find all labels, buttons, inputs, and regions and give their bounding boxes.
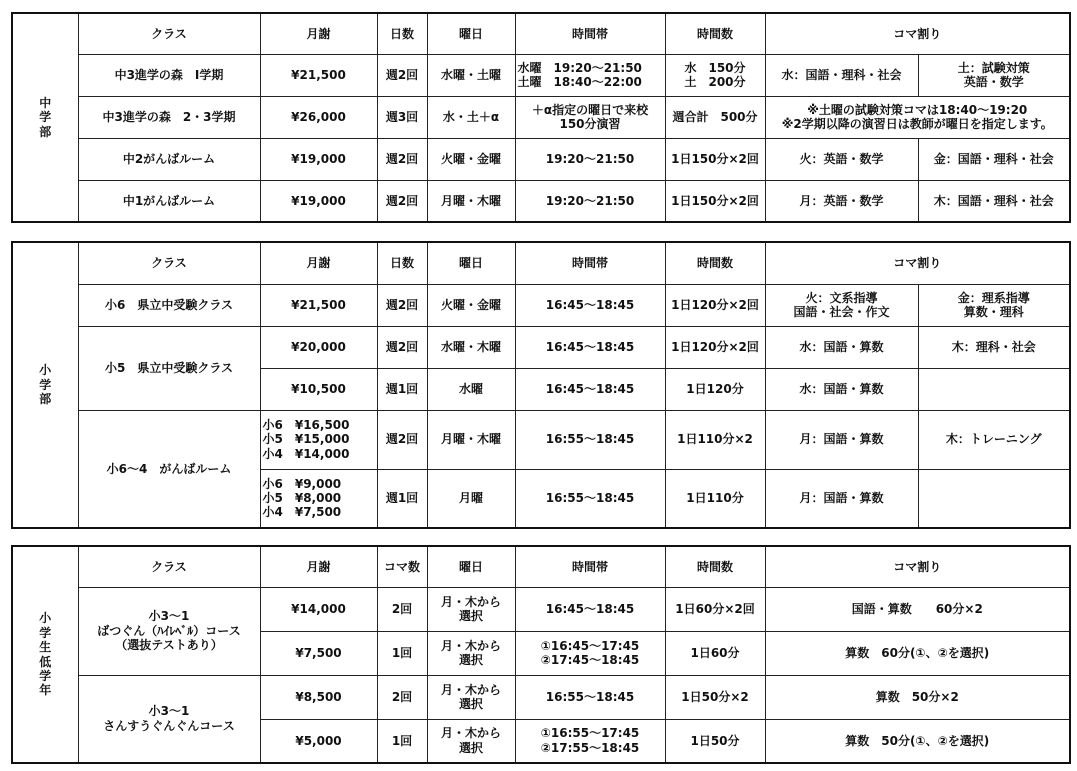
koma-split-b: [918, 368, 1070, 410]
class-name: 小6～4 がんばルーム: [78, 410, 260, 528]
header-koma-split: コマ割り: [765, 242, 1070, 284]
hours: 1日150分×2回: [665, 180, 765, 222]
time-slot: 16:45～18:45: [515, 587, 665, 631]
days-per-week: 週2回: [377, 284, 427, 326]
koma-split: 算数 50分×2: [765, 675, 1070, 719]
monthly-fee: ¥21,500: [260, 54, 377, 96]
days-per-week: 週1回: [377, 368, 427, 410]
monthly-fee: ¥7,500: [260, 631, 377, 675]
hours: 1日120分×2回: [665, 326, 765, 368]
hours: 1日110分: [665, 469, 765, 528]
schedule-note: ※土曜の試験対策コマは18:40～19:20 ※2学期以降の演習日は教師が曜日を指定します。: [765, 96, 1070, 138]
days-per-week: 週2回: [377, 326, 427, 368]
monthly-fee: ¥21,500: [260, 284, 377, 326]
time-slot: 16:45～18:45: [515, 368, 665, 410]
monthly-fee: ¥8,500: [260, 675, 377, 719]
koma-split-a: 水：国語・算数: [765, 368, 918, 410]
hours: 1日60分×2回: [665, 587, 765, 631]
time-slot: 16:55～18:45: [515, 675, 665, 719]
koma-count: 2回: [377, 675, 427, 719]
weekdays: 月・木から 選択: [427, 675, 515, 719]
weekdays: 火曜・金曜: [427, 138, 515, 180]
koma-split-b: [918, 469, 1070, 528]
header-weekday: 曜日: [427, 13, 515, 54]
hours: 1日120分×2回: [665, 284, 765, 326]
time-slot: 水曜 19:20～21:50 土曜 18:40～22:00: [515, 54, 665, 96]
header-class: クラス: [78, 242, 260, 284]
header-koma-count: コマ数: [377, 546, 427, 587]
header-koma-split: コマ割り: [765, 546, 1070, 587]
hours: 水 150分 土 200分: [665, 54, 765, 96]
monthly-fee: ¥10,500: [260, 368, 377, 410]
koma-split-a: 火：文系指導 国語・社会・作文: [765, 284, 918, 326]
header-koma-split: コマ割り: [765, 13, 1070, 54]
class-name: 小6 県立中受験クラス: [78, 284, 260, 326]
header-hours: 時間数: [665, 546, 765, 587]
days-per-week: 週2回: [377, 54, 427, 96]
header-row: [12, 13, 1070, 54]
weekdays: 月曜・木曜: [427, 410, 515, 469]
koma-count: 1回: [377, 719, 427, 763]
days-per-week: 週2回: [377, 410, 427, 469]
time-slot: 16:45～18:45: [515, 326, 665, 368]
header-hours: 時間数: [665, 242, 765, 284]
koma-split-a: 水：国語・算数: [765, 326, 918, 368]
days-per-week: 週2回: [377, 180, 427, 222]
lower-grade-section: [11, 545, 1071, 764]
time-slot: 16:55～18:45: [515, 410, 665, 469]
header-class: クラス: [78, 13, 260, 54]
table-row: [12, 284, 1070, 326]
header-days: 日数: [377, 242, 427, 284]
dept-label-junior: 中 学 部: [12, 13, 78, 222]
koma-split-b: 木：国語・理科・社会: [918, 180, 1070, 222]
time-slot: ＋α指定の曜日で来校 150分演習: [515, 96, 665, 138]
monthly-fee: ¥19,000: [260, 180, 377, 222]
hours: 1日110分×2: [665, 410, 765, 469]
days-per-week: 週2回: [377, 138, 427, 180]
monthly-fee: ¥20,000: [260, 326, 377, 368]
koma-split-b: 木：理科・社会: [918, 326, 1070, 368]
hours: 1日120分: [665, 368, 765, 410]
weekdays: 月・木から 選択: [427, 719, 515, 763]
koma-split-b: 土：試験対策 英語・数学: [918, 54, 1070, 96]
header-time-slot: 時間帯: [515, 546, 665, 587]
table-row: [12, 326, 1070, 368]
koma-split-a: 月：英語・数学: [765, 180, 918, 222]
weekdays: 月・木から 選択: [427, 587, 515, 631]
header-days: 日数: [377, 13, 427, 54]
koma-split-a: 月：国語・算数: [765, 410, 918, 469]
hours: 1日150分×2回: [665, 138, 765, 180]
class-name: 中3進学の森 2・3学期: [78, 96, 260, 138]
dept-label-elementary: 小 学 部: [12, 242, 78, 528]
junior-high-section: [11, 12, 1071, 223]
koma-count: 1回: [377, 631, 427, 675]
hours: 1日60分: [665, 631, 765, 675]
hours: 1日50分×2: [665, 675, 765, 719]
koma-count: 2回: [377, 587, 427, 631]
header-hours: 時間数: [665, 13, 765, 54]
monthly-fee: ¥26,000: [260, 96, 377, 138]
header-time-slot: 時間帯: [515, 242, 665, 284]
koma-split-b: 金：国語・理科・社会: [918, 138, 1070, 180]
weekdays: 水曜・木曜: [427, 326, 515, 368]
hours: 週合計 500分: [665, 96, 765, 138]
class-name: 小3～1 さんすうぐんぐんコース: [78, 675, 260, 763]
weekdays: 火曜・金曜: [427, 284, 515, 326]
class-name: 中2がんばルーム: [78, 138, 260, 180]
koma-split-a: 水：国語・理科・社会: [765, 54, 918, 96]
koma-split: 算数 50分(①、②を選択): [765, 719, 1070, 763]
class-name: 中1がんばルーム: [78, 180, 260, 222]
weekdays: 月曜・木曜: [427, 180, 515, 222]
header-weekday: 曜日: [427, 546, 515, 587]
weekdays: 水・土＋α: [427, 96, 515, 138]
weekdays: 水曜: [427, 368, 515, 410]
table-row: [12, 587, 1070, 631]
table-row: [12, 180, 1070, 222]
monthly-fee: ¥5,000: [260, 719, 377, 763]
table-row: [12, 54, 1070, 96]
dept-label-lower-grade: 小 学 生 低 学 年: [12, 546, 78, 763]
koma-split: 算数 60分(①、②を選択): [765, 631, 1070, 675]
header-fee: 月謝: [260, 13, 377, 54]
class-name: 小5 県立中受験クラス: [78, 326, 260, 410]
time-slot: 19:20～21:50: [515, 138, 665, 180]
class-name: 小3～1 ばつぐん（ﾊｲﾚﾍﾞﾙ）コース （選抜テストあり）: [78, 587, 260, 675]
class-name: 中3進学の森 Ⅰ学期: [78, 54, 260, 96]
weekdays: 月曜: [427, 469, 515, 528]
koma-split-b: 金：理系指導 算数・理科: [918, 284, 1070, 326]
elementary-section: [11, 241, 1071, 529]
header-fee: 月謝: [260, 546, 377, 587]
days-per-week: 週3回: [377, 96, 427, 138]
table-row: [12, 96, 1070, 138]
header-row: [12, 242, 1070, 284]
weekdays: 水曜・土曜: [427, 54, 515, 96]
weekdays: 月・木から 選択: [427, 631, 515, 675]
header-fee: 月謝: [260, 242, 377, 284]
header-class: クラス: [78, 546, 260, 587]
time-slot: ①16:55～17:45 ②17:55～18:45: [515, 719, 665, 763]
table-row: [12, 675, 1070, 719]
header-row: [12, 546, 1070, 587]
table-row: [12, 138, 1070, 180]
monthly-fee: ¥19,000: [260, 138, 377, 180]
monthly-fee: 小6 ¥9,000 小5 ¥8,000 小4 ¥7,500: [260, 469, 377, 528]
time-slot: 19:20～21:50: [515, 180, 665, 222]
time-slot: ①16:45～17:45 ②17:45～18:45: [515, 631, 665, 675]
monthly-fee: 小6 ¥16,500 小5 ¥15,000 小4 ¥14,000: [260, 410, 377, 469]
hours: 1日50分: [665, 719, 765, 763]
time-slot: 16:55～18:45: [515, 469, 665, 528]
days-per-week: 週1回: [377, 469, 427, 528]
monthly-fee: ¥14,000: [260, 587, 377, 631]
koma-split-a: 火：英語・数学: [765, 138, 918, 180]
header-time-slot: 時間帯: [515, 13, 665, 54]
time-slot: 16:45～18:45: [515, 284, 665, 326]
header-weekday: 曜日: [427, 242, 515, 284]
koma-split: 国語・算数 60分×2: [765, 587, 1070, 631]
koma-split-a: 月：国語・算数: [765, 469, 918, 528]
table-row: [12, 410, 1070, 469]
koma-split-b: 木：トレーニング: [918, 410, 1070, 469]
